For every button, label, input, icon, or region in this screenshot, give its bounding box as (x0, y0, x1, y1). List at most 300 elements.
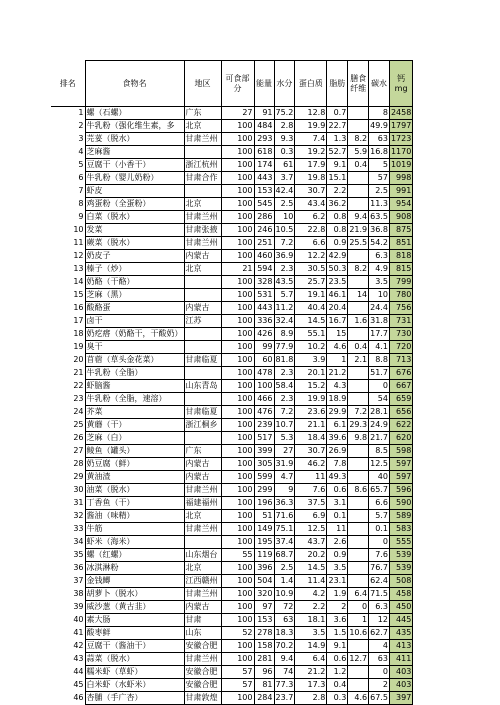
cell-fiber[interactable]: 1 (348, 614, 369, 627)
cell-food-name[interactable]: 苜蓿（草头金花菜） (85, 354, 184, 367)
cell-protein[interactable]: 20.2 (295, 549, 327, 562)
cell-protein[interactable]: 19.2 (295, 146, 327, 159)
cell-region[interactable]: 甘肃兰州 (184, 484, 221, 497)
cell-fat[interactable]: 16.7 (327, 315, 348, 328)
cell-energy[interactable]: 153 (254, 185, 274, 198)
cell-food-name[interactable]: 虾脑酱 (85, 380, 184, 393)
cell-food-name[interactable]: 糯米虾（草虾） (85, 666, 184, 679)
cell-edible[interactable]: 100 (221, 289, 254, 302)
cell-fiber[interactable] (348, 536, 369, 549)
cell-carb[interactable]: 71.5 (369, 588, 390, 601)
cell-carb[interactable]: 0 (369, 666, 390, 679)
cell-region[interactable]: 甘肃临夏 (184, 354, 221, 367)
cell-fiber[interactable] (348, 393, 369, 406)
cell-fat[interactable]: 9.1 (327, 640, 348, 653)
cell-calcium[interactable]: 676 (389, 367, 412, 380)
cell-energy[interactable]: 328 (254, 276, 274, 289)
cell-food-name[interactable]: 蕨菜（脱水） (85, 237, 184, 250)
cell-carb[interactable]: 62.4 (369, 575, 390, 588)
cell-calcium[interactable]: 667 (389, 380, 412, 393)
cell-rank[interactable]: 21 (51, 367, 85, 380)
cell-food-name[interactable]: 鸡蛋粉（全蛋粉） (85, 198, 184, 211)
cell-food-name[interactable]: 冰淇淋粉 (85, 562, 184, 575)
cell-fiber[interactable]: 21.9 (348, 224, 369, 237)
cell-carb[interactable]: 40 (369, 471, 390, 484)
cell-rank[interactable]: 38 (51, 588, 85, 601)
cell-food-name[interactable]: 白菜（脱水） (85, 211, 184, 224)
cell-rank[interactable]: 31 (51, 497, 85, 510)
cell-region[interactable]: 山东青岛 (184, 380, 221, 393)
cell-food-name[interactable]: 芝麻（黑） (85, 289, 184, 302)
cell-fat[interactable]: 0.6 (327, 484, 348, 497)
cell-fiber[interactable]: 0 (348, 601, 369, 614)
cell-region[interactable]: 甘肃敦煌 (184, 692, 221, 705)
cell-energy[interactable]: 320 (254, 588, 274, 601)
cell-energy[interactable]: 286 (254, 211, 274, 224)
cell-carb[interactable]: 2.5 (369, 185, 390, 198)
cell-energy[interactable]: 149 (254, 523, 274, 536)
cell-water[interactable]: 63 (274, 614, 295, 627)
cell-region[interactable]: 北京 (184, 562, 221, 575)
cell-protein[interactable]: 2.8 (295, 692, 327, 705)
cell-calcium[interactable]: 730 (389, 328, 412, 341)
cell-carb[interactable]: 2 (369, 679, 390, 692)
cell-food-name[interactable]: 牛乳粉（全脂） (85, 367, 184, 380)
cell-edible[interactable]: 100 (221, 614, 254, 627)
cell-calcium[interactable]: 656 (389, 406, 412, 419)
cell-energy[interactable]: 599 (254, 471, 274, 484)
cell-carb[interactable]: 12.5 (369, 458, 390, 471)
cell-region[interactable] (184, 185, 221, 198)
cell-food-name[interactable]: 芝麻酱 (85, 146, 184, 159)
cell-carb[interactable]: 76.7 (369, 562, 390, 575)
cell-water[interactable]: 27 (274, 445, 295, 458)
cell-edible[interactable]: 100 (221, 393, 254, 406)
cell-carb[interactable]: 62.7 (369, 627, 390, 640)
cell-protein[interactable]: 19.9 (295, 120, 327, 133)
cell-region[interactable] (184, 341, 221, 354)
cell-calcium[interactable]: 1797 (389, 120, 412, 133)
cell-energy[interactable]: 91 (254, 107, 274, 120)
cell-edible[interactable]: 100 (221, 146, 254, 159)
cell-edible[interactable]: 100 (221, 380, 254, 393)
cell-water[interactable]: 1.4 (274, 575, 295, 588)
cell-fat[interactable]: 3.6 (327, 614, 348, 627)
cell-edible[interactable]: 100 (221, 601, 254, 614)
cell-carb[interactable]: 4 (369, 640, 390, 653)
cell-calcium[interactable]: 954 (389, 198, 412, 211)
cell-calcium[interactable]: 720 (389, 341, 412, 354)
cell-protein[interactable]: 46.2 (295, 458, 327, 471)
cell-calcium[interactable]: 818 (389, 250, 412, 263)
cell-calcium[interactable]: 780 (389, 289, 412, 302)
cell-protein[interactable]: 3.5 (295, 627, 327, 640)
cell-water[interactable]: 31.9 (274, 458, 295, 471)
cell-rank[interactable]: 14 (51, 276, 85, 289)
cell-energy[interactable]: 336 (254, 315, 274, 328)
cell-fat[interactable]: 21.2 (327, 367, 348, 380)
cell-region[interactable]: 广东 (184, 107, 221, 120)
cell-calcium[interactable]: 458 (389, 588, 412, 601)
cell-water[interactable]: 4.7 (274, 471, 295, 484)
cell-region[interactable]: 甘肃兰州 (184, 523, 221, 536)
cell-rank[interactable]: 36 (51, 562, 85, 575)
cell-rank[interactable]: 29 (51, 471, 85, 484)
cell-edible[interactable]: 100 (221, 159, 254, 172)
cell-calcium[interactable]: 590 (389, 497, 412, 510)
cell-protein[interactable]: 17.3 (295, 679, 327, 692)
cell-edible[interactable]: 100 (221, 445, 254, 458)
cell-carb[interactable]: 31.8 (369, 315, 390, 328)
cell-region[interactable]: 内蒙古 (184, 471, 221, 484)
cell-energy[interactable]: 476 (254, 406, 274, 419)
cell-carb[interactable]: 57 (369, 172, 390, 185)
cell-calcium[interactable]: 403 (389, 679, 412, 692)
cell-calcium[interactable]: 445 (389, 614, 412, 627)
cell-rank[interactable]: 23 (51, 393, 85, 406)
cell-energy[interactable]: 174 (254, 159, 274, 172)
cell-protein[interactable]: 6.9 (295, 510, 327, 523)
cell-fiber[interactable] (348, 523, 369, 536)
cell-edible[interactable]: 100 (221, 575, 254, 588)
cell-protein[interactable]: 37.5 (295, 497, 327, 510)
cell-edible[interactable]: 100 (221, 237, 254, 250)
cell-fat[interactable]: 42.9 (327, 250, 348, 263)
cell-calcium[interactable]: 620 (389, 432, 412, 445)
cell-water[interactable]: 10.7 (274, 419, 295, 432)
cell-edible[interactable]: 100 (221, 484, 254, 497)
cell-fiber[interactable] (348, 445, 369, 458)
cell-energy[interactable]: 517 (254, 432, 274, 445)
cell-water[interactable]: 71.6 (274, 510, 295, 523)
cell-calcium[interactable]: 403 (389, 666, 412, 679)
cell-edible[interactable]: 100 (221, 536, 254, 549)
cell-edible[interactable]: 52 (221, 627, 254, 640)
cell-protein[interactable]: 43.7 (295, 536, 327, 549)
header-name[interactable]: 食物名 (85, 61, 184, 107)
cell-fiber[interactable]: 8.2 (348, 263, 369, 276)
cell-rank[interactable]: 46 (51, 692, 85, 705)
cell-fat[interactable]: 3.5 (327, 562, 348, 575)
cell-food-name[interactable]: 素大肠 (85, 614, 184, 627)
cell-protein[interactable]: 14.9 (295, 640, 327, 653)
cell-fat[interactable]: 23.5 (327, 276, 348, 289)
cell-calcium[interactable]: 1723 (389, 133, 412, 146)
cell-edible[interactable]: 100 (221, 315, 254, 328)
cell-protein[interactable]: 11.4 (295, 575, 327, 588)
cell-protein[interactable]: 40.4 (295, 302, 327, 315)
cell-fat[interactable]: 0.4 (327, 679, 348, 692)
cell-energy[interactable]: 460 (254, 250, 274, 263)
cell-carb[interactable]: 0 (369, 536, 390, 549)
cell-water[interactable]: 9 (274, 484, 295, 497)
cell-fiber[interactable] (348, 458, 369, 471)
cell-fiber[interactable]: 10.6 (348, 627, 369, 640)
cell-protein[interactable]: 7.6 (295, 484, 327, 497)
cell-calcium[interactable]: 731 (389, 315, 412, 328)
cell-fat[interactable]: 1.9 (327, 588, 348, 601)
cell-edible[interactable]: 100 (221, 653, 254, 666)
cell-rank[interactable]: 1 (51, 107, 85, 120)
header-fiber[interactable]: 膳食纤维 (348, 61, 369, 107)
cell-food-name[interactable]: 威沙葱（黄古韭） (85, 601, 184, 614)
cell-fiber[interactable]: 25.5 (348, 237, 369, 250)
cell-rank[interactable]: 35 (51, 549, 85, 562)
cell-region[interactable]: 北京 (184, 510, 221, 523)
cell-water[interactable]: 0.3 (274, 146, 295, 159)
cell-fiber[interactable]: 0.4 (348, 341, 369, 354)
cell-carb[interactable]: 6.3 (369, 250, 390, 263)
cell-water[interactable]: 75.2 (274, 107, 295, 120)
cell-water[interactable]: 11.2 (274, 302, 295, 315)
cell-region[interactable] (184, 367, 221, 380)
cell-region[interactable]: 安徽合肥 (184, 666, 221, 679)
cell-energy[interactable]: 251 (254, 237, 274, 250)
cell-rank[interactable]: 25 (51, 419, 85, 432)
cell-region[interactable] (184, 432, 221, 445)
cell-energy[interactable]: 396 (254, 562, 274, 575)
cell-fiber[interactable]: 6.4 (348, 588, 369, 601)
cell-energy[interactable]: 281 (254, 653, 274, 666)
cell-fat[interactable]: 52.7 (327, 146, 348, 159)
cell-carb[interactable]: 11.3 (369, 198, 390, 211)
cell-protein[interactable]: 6.4 (295, 653, 327, 666)
cell-calcium[interactable]: 413 (389, 640, 412, 653)
cell-energy[interactable]: 100 (254, 380, 274, 393)
cell-rank[interactable]: 24 (51, 406, 85, 419)
cell-carb[interactable]: 6.3 (369, 601, 390, 614)
cell-calcium[interactable]: 597 (389, 458, 412, 471)
cell-energy[interactable]: 278 (254, 627, 274, 640)
cell-carb[interactable]: 12 (369, 614, 390, 627)
cell-edible[interactable]: 100 (221, 432, 254, 445)
cell-fat[interactable]: 49.3 (327, 471, 348, 484)
cell-fat[interactable]: 50.3 (327, 263, 348, 276)
cell-calcium[interactable]: 589 (389, 510, 412, 523)
cell-fat[interactable]: 2 (327, 601, 348, 614)
cell-food-name[interactable]: 奶酪（干酪） (85, 276, 184, 289)
cell-fat[interactable]: 29.9 (327, 406, 348, 419)
cell-region[interactable]: 内蒙古 (184, 458, 221, 471)
cell-water[interactable]: 75.1 (274, 523, 295, 536)
cell-rank[interactable]: 4 (51, 146, 85, 159)
cell-protein[interactable]: 10.2 (295, 341, 327, 354)
cell-protein[interactable]: 12.2 (295, 250, 327, 263)
cell-carb[interactable]: 0.1 (369, 523, 390, 536)
cell-food-name[interactable]: 芝麻（白） (85, 432, 184, 445)
cell-edible[interactable]: 100 (221, 692, 254, 705)
cell-water[interactable]: 72 (274, 601, 295, 614)
cell-energy[interactable]: 618 (254, 146, 274, 159)
cell-fiber[interactable] (348, 250, 369, 263)
cell-fat[interactable]: 0.8 (327, 211, 348, 224)
cell-fiber[interactable]: 4.6 (348, 692, 369, 705)
cell-water[interactable]: 9.3 (274, 133, 295, 146)
cell-water[interactable]: 10.9 (274, 588, 295, 601)
cell-region[interactable] (184, 289, 221, 302)
cell-rank[interactable]: 44 (51, 666, 85, 679)
cell-carb[interactable]: 4.9 (369, 263, 390, 276)
cell-food-name[interactable]: 螺（红螺） (85, 549, 184, 562)
cell-fat[interactable]: 0.9 (327, 237, 348, 250)
cell-fat[interactable]: 7.8 (327, 458, 348, 471)
cell-edible[interactable]: 100 (221, 497, 254, 510)
cell-fiber[interactable]: 14 (348, 289, 369, 302)
cell-rank[interactable]: 28 (51, 458, 85, 471)
cell-calcium[interactable]: 539 (389, 549, 412, 562)
cell-fiber[interactable] (348, 497, 369, 510)
header-region[interactable]: 地区 (184, 61, 221, 107)
cell-region[interactable]: 福建福州 (184, 497, 221, 510)
cell-rank[interactable]: 42 (51, 640, 85, 653)
cell-edible[interactable]: 100 (221, 354, 254, 367)
cell-food-name[interactable]: 黄油渣 (85, 471, 184, 484)
cell-food-name[interactable]: 榛子（炒） (85, 263, 184, 276)
cell-water[interactable]: 23.7 (274, 692, 295, 705)
cell-food-name[interactable]: 奶豆腐（鲜） (85, 458, 184, 471)
cell-edible[interactable]: 21 (221, 263, 254, 276)
cell-water[interactable]: 5.7 (274, 289, 295, 302)
cell-calcium[interactable]: 875 (389, 224, 412, 237)
cell-energy[interactable]: 426 (254, 328, 274, 341)
cell-region[interactable]: 山东烟台 (184, 549, 221, 562)
cell-water[interactable]: 5.3 (274, 432, 295, 445)
cell-carb[interactable]: 63.5 (369, 211, 390, 224)
cell-protein[interactable]: 23.6 (295, 406, 327, 419)
cell-calcium[interactable]: 756 (389, 302, 412, 315)
cell-protein[interactable]: 7.4 (295, 133, 327, 146)
cell-edible[interactable]: 100 (221, 250, 254, 263)
cell-fiber[interactable] (348, 328, 369, 341)
cell-region[interactable]: 山东 (184, 627, 221, 640)
cell-carb[interactable]: 67.5 (369, 692, 390, 705)
cell-region[interactable]: 北京 (184, 263, 221, 276)
cell-energy[interactable]: 443 (254, 172, 274, 185)
cell-calcium[interactable]: 597 (389, 471, 412, 484)
header-rank[interactable]: 排名 (51, 61, 85, 107)
cell-carb[interactable]: 51.7 (369, 367, 390, 380)
cell-carb[interactable]: 8.8 (369, 354, 390, 367)
cell-food-name[interactable]: 虾米（海米） (85, 536, 184, 549)
cell-region[interactable]: 北京 (184, 198, 221, 211)
cell-energy[interactable]: 81 (254, 679, 274, 692)
cell-food-name[interactable]: 牛乳粉（婴儿奶粉） (85, 172, 184, 185)
cell-fat[interactable]: 0.9 (327, 549, 348, 562)
cell-calcium[interactable]: 1019 (389, 159, 412, 172)
cell-carb[interactable]: 8 (369, 107, 390, 120)
cell-edible[interactable]: 55 (221, 549, 254, 562)
cell-water[interactable]: 2.5 (274, 562, 295, 575)
cell-food-name[interactable]: 螺（石螺） (85, 107, 184, 120)
header-carb[interactable]: 碳水 (369, 61, 390, 107)
header-protein[interactable]: 蛋白质 (295, 61, 327, 107)
cell-region[interactable]: 内蒙古 (184, 250, 221, 263)
cell-fat[interactable]: 39.6 (327, 432, 348, 445)
cell-fat[interactable]: 46.1 (327, 289, 348, 302)
cell-food-name[interactable]: 芥菜 (85, 406, 184, 419)
cell-water[interactable]: 61 (274, 159, 295, 172)
cell-fiber[interactable]: 8.6 (348, 484, 369, 497)
cell-water[interactable]: 10 (274, 211, 295, 224)
cell-region[interactable] (184, 328, 221, 341)
cell-protein[interactable]: 43.4 (295, 198, 327, 211)
cell-rank[interactable]: 2 (51, 120, 85, 133)
cell-carb[interactable]: 7.6 (369, 549, 390, 562)
cell-water[interactable]: 18.3 (274, 627, 295, 640)
cell-carb[interactable]: 8.5 (369, 445, 390, 458)
cell-food-name[interactable]: 杏脯（手广杏） (85, 692, 184, 705)
cell-edible[interactable]: 100 (221, 458, 254, 471)
cell-region[interactable]: 甘肃兰州 (184, 653, 221, 666)
cell-protein[interactable]: 21.2 (295, 666, 327, 679)
cell-region[interactable]: 甘肃兰州 (184, 588, 221, 601)
cell-energy[interactable]: 399 (254, 445, 274, 458)
cell-fat[interactable]: 0.1 (327, 510, 348, 523)
cell-protein[interactable]: 4.2 (295, 588, 327, 601)
cell-rank[interactable]: 13 (51, 263, 85, 276)
cell-edible[interactable]: 100 (221, 510, 254, 523)
cell-calcium[interactable]: 539 (389, 562, 412, 575)
cell-water[interactable]: 74 (274, 666, 295, 679)
cell-region[interactable]: 内蒙古 (184, 601, 221, 614)
cell-region[interactable]: 甘肃兰州 (184, 237, 221, 250)
cell-region[interactable]: 浙江桐乡 (184, 419, 221, 432)
cell-fiber[interactable] (348, 198, 369, 211)
cell-water[interactable]: 43.5 (274, 276, 295, 289)
cell-fiber[interactable]: 7.2 (348, 406, 369, 419)
cell-edible[interactable]: 100 (221, 172, 254, 185)
cell-food-name[interactable]: 牛筋 (85, 523, 184, 536)
cell-food-name[interactable]: 丁香鱼（干） (85, 497, 184, 510)
cell-calcium[interactable]: 799 (389, 276, 412, 289)
cell-region[interactable] (184, 536, 221, 549)
cell-energy[interactable]: 51 (254, 510, 274, 523)
cell-water[interactable]: 7.2 (274, 406, 295, 419)
cell-edible[interactable]: 100 (221, 302, 254, 315)
cell-fat[interactable]: 2.2 (327, 185, 348, 198)
cell-carb[interactable]: 6.6 (369, 497, 390, 510)
cell-fiber[interactable] (348, 185, 369, 198)
cell-rank[interactable]: 6 (51, 172, 85, 185)
cell-food-name[interactable]: 豆腐干（小香干） (85, 159, 184, 172)
header-fat[interactable]: 脂肪 (327, 61, 348, 107)
cell-protein[interactable]: 55.1 (295, 328, 327, 341)
cell-rank[interactable]: 12 (51, 250, 85, 263)
cell-fat[interactable]: 18.9 (327, 393, 348, 406)
cell-fiber[interactable] (348, 471, 369, 484)
header-edible[interactable]: 可食部分 (221, 61, 254, 107)
cell-carb[interactable]: 5.7 (369, 510, 390, 523)
cell-rank[interactable]: 40 (51, 614, 85, 627)
cell-calcium[interactable]: 1170 (389, 146, 412, 159)
cell-fat[interactable]: 2.6 (327, 536, 348, 549)
cell-fiber[interactable] (348, 679, 369, 692)
cell-fiber[interactable]: 29.3 (348, 419, 369, 432)
cell-fiber[interactable] (348, 562, 369, 575)
cell-edible[interactable]: 100 (221, 120, 254, 133)
cell-water[interactable]: 8.9 (274, 328, 295, 341)
cell-energy[interactable]: 545 (254, 198, 274, 211)
cell-food-name[interactable]: 胡萝卜（脱水） (85, 588, 184, 601)
cell-food-name[interactable]: 奶疙瘩（奶酪干，干酸奶） (85, 328, 184, 341)
cell-carb[interactable]: 65.7 (369, 484, 390, 497)
cell-protein[interactable]: 11 (295, 471, 327, 484)
cell-protein[interactable]: 14.5 (295, 315, 327, 328)
cell-fiber[interactable] (348, 302, 369, 315)
cell-calcium[interactable]: 815 (389, 263, 412, 276)
cell-fat[interactable]: 1.2 (327, 666, 348, 679)
cell-rank[interactable]: 10 (51, 224, 85, 237)
